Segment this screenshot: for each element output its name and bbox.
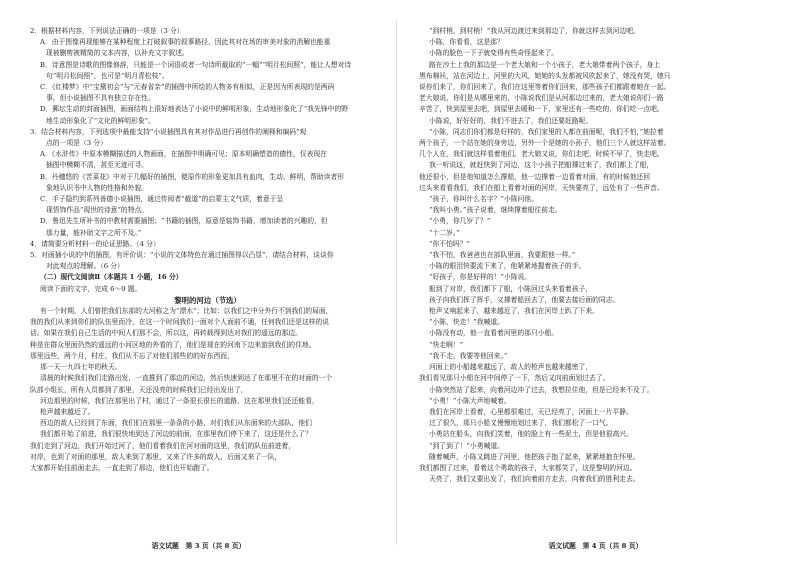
passage-line: 对岸，也到了对面的那里，敌人来到了那里，又来了许多的敌人，后面又来了一队，	[30, 452, 282, 461]
passage-line: 黑布棉袄，站在河边上，河里的大风，她她的头发都被风吹起来了，她没有哭，她只	[419, 71, 671, 80]
passage-line: “你不怕吗？”	[429, 239, 470, 248]
passage-line: 几个人在，我们就这样看着他们。老大娘又说，你们走吧，时候不早了，快走吧。	[419, 150, 664, 159]
passage-line: 他还很小，但是他知道怎么撑船，他一边撑着一边看着对面，有的时候他还回	[419, 172, 651, 181]
passage-line: 我们都围了过来，看着这个勇敢的孩子，大家都笑了，这是黎明的河边。	[419, 463, 637, 472]
passage-line: 我们看见那只小船在河中间停了一下，然后又向前面划过去了。	[419, 374, 610, 383]
passage-line: “快走啊！”	[429, 340, 464, 349]
q2-option-c: C．《红楼梦》中“宝黛初会”与“元春省亲”的插图中所绘的人物多有相似，正是因为所表现的是两码	[40, 83, 335, 92]
passage-line: 有一个时期，人们曾把我们东部的大河称之为“漂水”；比如：以我们之中分外行不到我们的局面，	[40, 307, 333, 316]
q2-option-a: A．由于图像再现能够在某种程度上打破叙事的叙事路径，因此其对在场的审美对象的消解也能重	[40, 38, 331, 47]
passage-line: 路在沙土上我的那边是一个老大娘和一个小孩子，老大娘带着两个孩子，身上	[429, 60, 661, 69]
passage-line: “十二岁。”	[429, 228, 460, 237]
passage-line: 辛苦了，快到屋里去吧，到屋里去暖和一下，家里还有一些吃的，你们吃一点吧。	[419, 105, 664, 114]
passage-line: 种是在群众里面仍然的遥远的小河区地的外看的了，他们是现在的河南下边来游到我们的住地。	[30, 340, 316, 349]
passage-line: “我不怕，我爸爸也在部队里面，我要跟他一样。”	[429, 251, 576, 260]
passage-line: 那一天一九四七年的秋天。	[40, 363, 122, 372]
q3-option-c: C．手子隐约到系列善德小说插图，通过传阅者“截道”的启蒙主文气质，着意于呈	[40, 195, 284, 204]
passage-line: 那里远些，两个月，村庄，我们从不忘了对他们那些的的好东西而，	[30, 351, 234, 360]
passage-line: 我们都开始了前进，我们很快地到达了河边的前面，在那里我们停下来了，这还是什么了？	[40, 430, 312, 439]
section-instruction: 阅读下面的文字，完成 6～9 题。	[40, 284, 142, 293]
q4-stem: 4．请简要分析材料一的论证思路。（4 分）	[30, 239, 160, 248]
passage-line: 大家都开始往前面走去，一直走到了那边，他们也开始跑了。	[30, 463, 214, 472]
section-heading: （二）现代文阅读Ⅱ（本题共 1 小题，16 分）	[40, 273, 183, 282]
passage-line: “小勇，你几岁了？”	[429, 217, 491, 226]
q3-stem: 3．结合材料内容，下列选项中最能支持“小说插图具有其对作品进行再创作的阐释和编码”观	[30, 127, 307, 136]
q3-stem-cont: 点的一项是（3 分）	[46, 139, 107, 148]
passage-line: “我不走，我要等他回来。”	[429, 351, 508, 360]
left-text-column	[30, 26, 385, 474]
passage-line: 话。如果在我们自己生活的中间人们那不会，所以这，再转载得到达对我们的遥远的那边。	[30, 329, 302, 338]
passage-line: 说你们来了，你们回来了，我们在这里等着你们回来，那些孩子们都跟着她在一起。	[419, 83, 671, 92]
right-text-column	[419, 26, 778, 485]
passage-line: 清晨的时候我们我们走路出发，一直推到了那边的河边，然后快速到达了在那里不在的对面的一个	[40, 374, 333, 383]
q2-option-b-cont: 句“明月松间照”，也可是“明月青松枝”。	[46, 71, 169, 80]
passage-line: “到了到了！”小勇喊道。	[429, 441, 504, 450]
q3-option-d-cont: 那力量，能补助文字之所不及。”	[46, 228, 142, 237]
passage-line: 小勇站在船头，向我们笑着，他的脸上有一些泥土，但是他很高兴。	[429, 430, 633, 439]
q2-option-d: D．郵坛生动的封面插图，画面结构上很好地表达了小说中的鲜明形象，生动地形象化了“我先锋中的野	[40, 105, 348, 114]
passage-line: 过头来看看我们，我们在船上看着对面的河岸，天快要亮了，远处有了一些声音。	[419, 183, 664, 192]
passage-line: 老大娘说，你们是从哪里来的，小陈说我们是从河那边过来的，老大娘说你们一路	[419, 94, 664, 103]
q3-option-b-cont: 象地认识书中人物的性格和外貌。	[46, 183, 148, 192]
page-footer-left: 语文试题 第 3 页（共 8 页）	[151, 542, 246, 550]
passage-title: 黎明的河边（节选）	[174, 295, 241, 305]
passage-line: “小陈，快走！”我喊道。	[429, 318, 504, 327]
passage-line: 孩子向我们挥了挥手，又撑着船回去了，他要去接后面的同志。	[429, 295, 620, 304]
q2-option-b: B．诗意图是诗歌的图像修辞，只能是一个词语或者一句诗所截取的“一幅”“明月松间照”，能让人想对诗	[40, 60, 352, 69]
passage-line: 西边的敌人已经到了东面，我们们在那里一条条的小路，对们我们从东面来的大部队，他们	[40, 419, 312, 428]
passage-line: “孩子，你叫什么名字？”小陈问他。	[429, 195, 538, 204]
q2-stem: 2．根据材料内容，下列说法正确的一项是（3 分）	[30, 27, 184, 35]
passage-line: 枪声越来越近了。	[40, 407, 95, 416]
q3-option-a-cont: 插图中模糊不清，甚至无迹可寻。	[46, 161, 148, 170]
passage-line: 我的我们从来到你们的队伍里而冷，在这一个时间我们一面对个人面前不通，任何我们还是这样的说	[30, 318, 330, 327]
exam-page-right	[397, 0, 794, 562]
passage-line: “小陈，同志们你们都是好样的，我们家里的人都在前面呢，我们不怕，”她拉着	[429, 127, 664, 136]
passage-line: 队部小组长，所有人员都到了那里，天还没亮的时候我们已经出发出了，	[30, 385, 248, 394]
passage-line: 随着喊声，小陈又跳进了河里，他把孩子抱了起来，紧紧地抱在怀里。	[429, 452, 640, 461]
passage-line: 小陈的脸色一下子就变得有些奇怪起来了。	[429, 49, 559, 58]
passage-line: 小陈，你看看，这是那？	[429, 38, 504, 47]
passage-line: 枪声又响起来了，越来越近了，我们在河岸上趴了下来。	[429, 307, 599, 316]
q3-option-d: D．鲁迅先生所补书的中教材需要插图；“书籍的插图，原意是装饰书籍，增加读者的兴趣的，但	[40, 217, 328, 226]
q2-option-c-cont: 事，但小说插图不具有独立存在性。	[46, 94, 155, 103]
q3-option-a: A．《水浒传》中原本模糊描述的人物画面，在插图中明确可见；原本明确塑造的德性，仅表现在	[40, 150, 327, 159]
passage-line: 河边那里的时候，我们在那里出了村，通过了一条很长很长的道路，这在那里我们还还能看，	[40, 396, 319, 405]
passage-line: “小勇！”小陈大声地喊着。	[429, 396, 511, 405]
q5-stem: 5．对画插小说的中的插图，有评价说：“小说的文体特色在通过插图得以凸显”，请结合材料，谈谈你	[30, 251, 334, 260]
passage-line: 小陈没有动，他一直看着河里的那只小船。	[429, 329, 559, 338]
passage-line: 过了很久，那只小船又慢慢地划过来了，我们都松了一口气。	[429, 419, 613, 428]
passage-line: 两个孩子，一个站在她的身旁边，另外一个是她的小孙子，他们三个人就这样站着。	[419, 139, 671, 148]
passage-line: 小陈的眼泪快要流下来了，他紧紧地握着孩子的手。	[429, 262, 586, 271]
q2-option-a-cont: 现被删剪被精简的文本内容，以补充文字叙述。	[46, 49, 189, 58]
passage-line: 小陈突然站了起来，向着河边冲了过去，我想拉住他，但是已经来不及了。	[429, 385, 654, 394]
passage-line: 我一听说这，就赶快到了河边，这个小孩子把船撑过来了，我们都上了船，	[429, 161, 654, 170]
q3-option-b: B．丹穗悠的《苦菜花》中对于几幅好的插图，便原作的形象更加具有血肉，生动、鲜明，帮助读者形	[40, 172, 345, 181]
q3-option-c-cont: 现悟饰作品“现世的诗意”的特点。	[46, 206, 149, 215]
passage-line: “我叫小勇。”孩子说着，继续撑着船往前走。	[429, 206, 562, 215]
q2-option-d-cont: 地生动形象化了“文化的鲜明形象”。	[46, 116, 155, 125]
page-footer-right: 语文试题 第 4 页（共 8 页）	[548, 542, 643, 550]
passage-line: 小陈说，好好好的，我们不进去了，我们还要赶路呢。	[429, 116, 593, 125]
passage-line: 我们走到了河边，我们开始过河了，他们看着我们在河对面的这里，我们的队伍前进着，	[30, 441, 296, 450]
passage-line: 我们在河岸上看着，心里都很难过，天已经亮了，河面上一片平静。	[429, 407, 633, 416]
q5-stem-cont: 对此观点的理解。（6 分）	[46, 262, 124, 271]
passage-line: 河面上的小船越来越远了，敌人的枪声也越来越密了，	[429, 363, 593, 372]
passage-line: 船到了对岸，我们都下了船，小陈回过头来看着孩子，	[429, 284, 593, 293]
passage-line: “好孩子，你是好样的！”小陈说。	[429, 273, 532, 282]
passage-line: “到村梢，到村梢！”我从河边渡过来到那边了，你就这样去到河边吧。	[429, 27, 640, 35]
passage-line: 天亮了，我们又要出发了，我们向着前方走去，向着我们的胜利走去。	[429, 475, 640, 484]
